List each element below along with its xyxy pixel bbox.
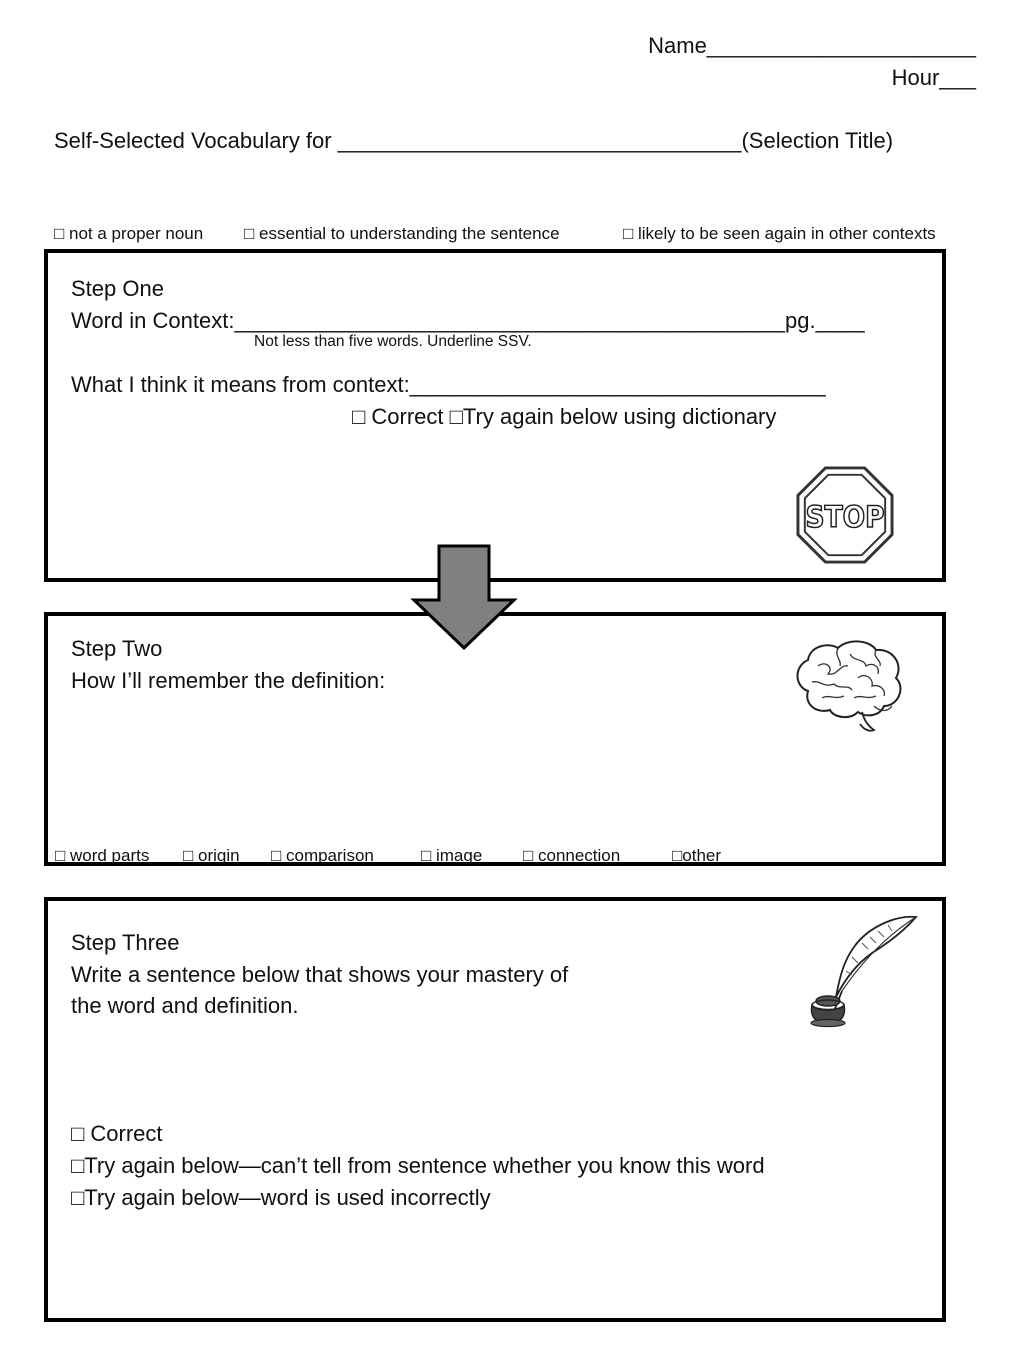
check-correct[interactable]: □ Correct xyxy=(71,1121,163,1146)
sentence-prompt-line-2: the word and definition. xyxy=(71,993,299,1018)
step-one-check-options[interactable]: □ Correct □Try again below using dictionary xyxy=(352,404,777,429)
word-in-context-field[interactable]: Word in Context:_____________________________________________pg.____ xyxy=(71,308,865,333)
option-word-parts[interactable]: □ word parts xyxy=(55,846,150,865)
page-title: Self-Selected Vocabulary for _________________________________(Selection Title) xyxy=(54,128,894,153)
criteria-essential[interactable]: □ essential to understanding the sentence xyxy=(244,224,560,243)
check-try-again-unclear[interactable]: □Try again below—can’t tell from sentence whether you know this word xyxy=(71,1153,765,1178)
criteria-likely-seen-again[interactable]: □ likely to be seen again in other contexts xyxy=(623,224,936,243)
check-try-again-incorrect[interactable]: □Try again below—word is used incorrectly xyxy=(71,1185,491,1210)
option-other[interactable]: □other xyxy=(672,846,722,865)
step-two-box xyxy=(44,612,946,866)
hour-field-label[interactable]: Hour___ xyxy=(891,65,976,90)
option-image[interactable]: □ image xyxy=(421,846,483,865)
option-comparison[interactable]: □ comparison xyxy=(271,846,374,865)
sentence-prompt-line-1: Write a sentence below that shows your mastery of xyxy=(71,962,569,987)
name-field-label[interactable]: Name______________________ xyxy=(648,33,976,58)
context-meaning-field[interactable]: What I think it means from context:__________________________________ xyxy=(71,372,826,397)
step-two-heading: Step Two xyxy=(71,636,163,661)
step-one-heading: Step One xyxy=(71,276,164,301)
step-one-box xyxy=(44,249,946,582)
brain-icon xyxy=(788,636,908,734)
down-arrow-icon xyxy=(410,544,518,650)
criteria-not-proper-noun[interactable]: □ not a proper noun xyxy=(54,224,204,243)
option-origin[interactable]: □ origin xyxy=(183,846,240,865)
step-three-heading: Step Three xyxy=(71,930,180,955)
remember-definition-prompt: How I’ll remember the definition: xyxy=(71,668,386,693)
stop-sign-text: STOP xyxy=(805,499,885,534)
stop-sign-icon xyxy=(796,466,894,564)
option-connection[interactable]: □ connection xyxy=(523,846,621,865)
step-three-box xyxy=(44,897,946,1322)
quill-inkwell-icon xyxy=(806,913,926,1029)
word-in-context-hint: Not less than five words. Underline SSV. xyxy=(254,333,532,350)
